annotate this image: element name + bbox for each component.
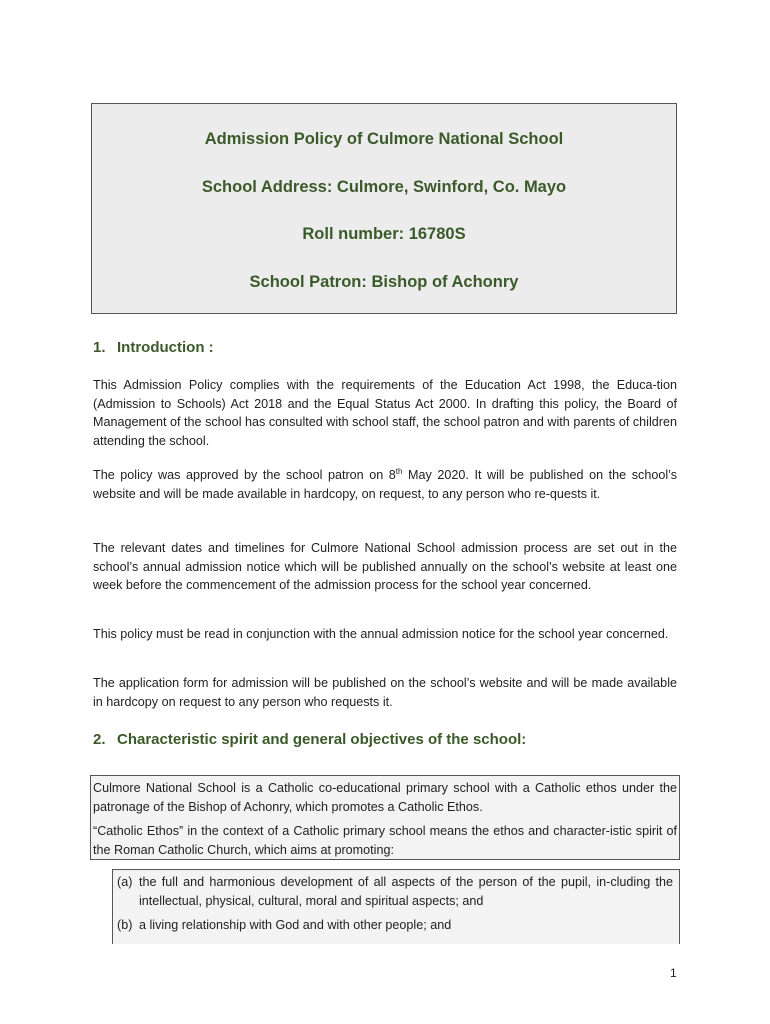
- ethos-box: [90, 775, 680, 860]
- section-number: 2.: [93, 731, 106, 748]
- list-item: [117, 916, 673, 935]
- school-address: School Address: Culmore, Swinford, Co. Mayo: [201, 178, 567, 196]
- approval-text-start: The policy was approved by the school patron on 8: [93, 468, 396, 482]
- section-number: 1.: [93, 339, 106, 356]
- policy-title: Admission Policy of Culmore National School: [204, 130, 564, 148]
- list-item: [117, 873, 673, 910]
- intro-paragraph-conjunction: This policy must be read in conjunction with the annual admission notice for the school year concerned.: [93, 627, 669, 641]
- list-marker: (b): [117, 918, 133, 932]
- intro-paragraph-1: This Admission Policy complies with the requirements of the Education Act 1998, the Educa-tion (Admission to Schools) Act 2018 and the Equal Status Act 2000. In drafting this policy, the Board of Management of the school has consulted with school staff, the school patron and with parents of children attending the school.: [93, 378, 677, 448]
- ethos-paragraph-1: Culmore National School is a Catholic co-educational primary school with a Catholic ethos under the patronage of the Bishop of Achonry, which promotes a Catholic Ethos.: [93, 781, 677, 814]
- roll-number: Roll number: 16780S: [302, 225, 466, 243]
- intro-paragraph-dates: The relevant dates and timelines for Culmore National School admission process are set out in the school’s annual admission notice which will be published annually on the school’s website at least one week before the commencement of the admission process for the school year concerned.: [93, 541, 677, 592]
- approval-paragraph: [93, 466, 677, 503]
- list-item-text: the full and harmonious development of all aspects of the person of the pupil, in-cluding the intellectual, physical, cultural, moral and spiritual aspects; and: [139, 875, 673, 908]
- list-marker: (a): [117, 875, 133, 889]
- approval-text-end: May 2020. It will be published on the school’s website and will be made available in hardcopy, on request, to any person who re-quests it.: [93, 468, 677, 501]
- section-heading-introduction: [93, 339, 214, 356]
- section-title: Characteristic spirit and general objectives of the school:: [117, 731, 527, 748]
- section-title: Introduction :: [117, 339, 214, 356]
- intro-paragraph-application: The application form for admission will be published on the school’s website and will be made available in hardcopy on request to any person who requests it.: [93, 676, 677, 709]
- page-number: 1: [670, 966, 677, 980]
- approval-superscript: th: [395, 466, 403, 476]
- ethos-paragraph-2: “Catholic Ethos” in the context of a Catholic primary school means the ethos and character-istic spirit of the Roman Catholic Church, which aims at promoting:: [93, 824, 677, 857]
- ethos-objectives-list: [112, 869, 680, 944]
- title-box: [91, 103, 677, 314]
- section-heading-ethos: [93, 731, 526, 748]
- school-patron: School Patron: Bishop of Achonry: [249, 273, 519, 291]
- list-item-text: a living relationship with God and with other people; and: [139, 918, 452, 932]
